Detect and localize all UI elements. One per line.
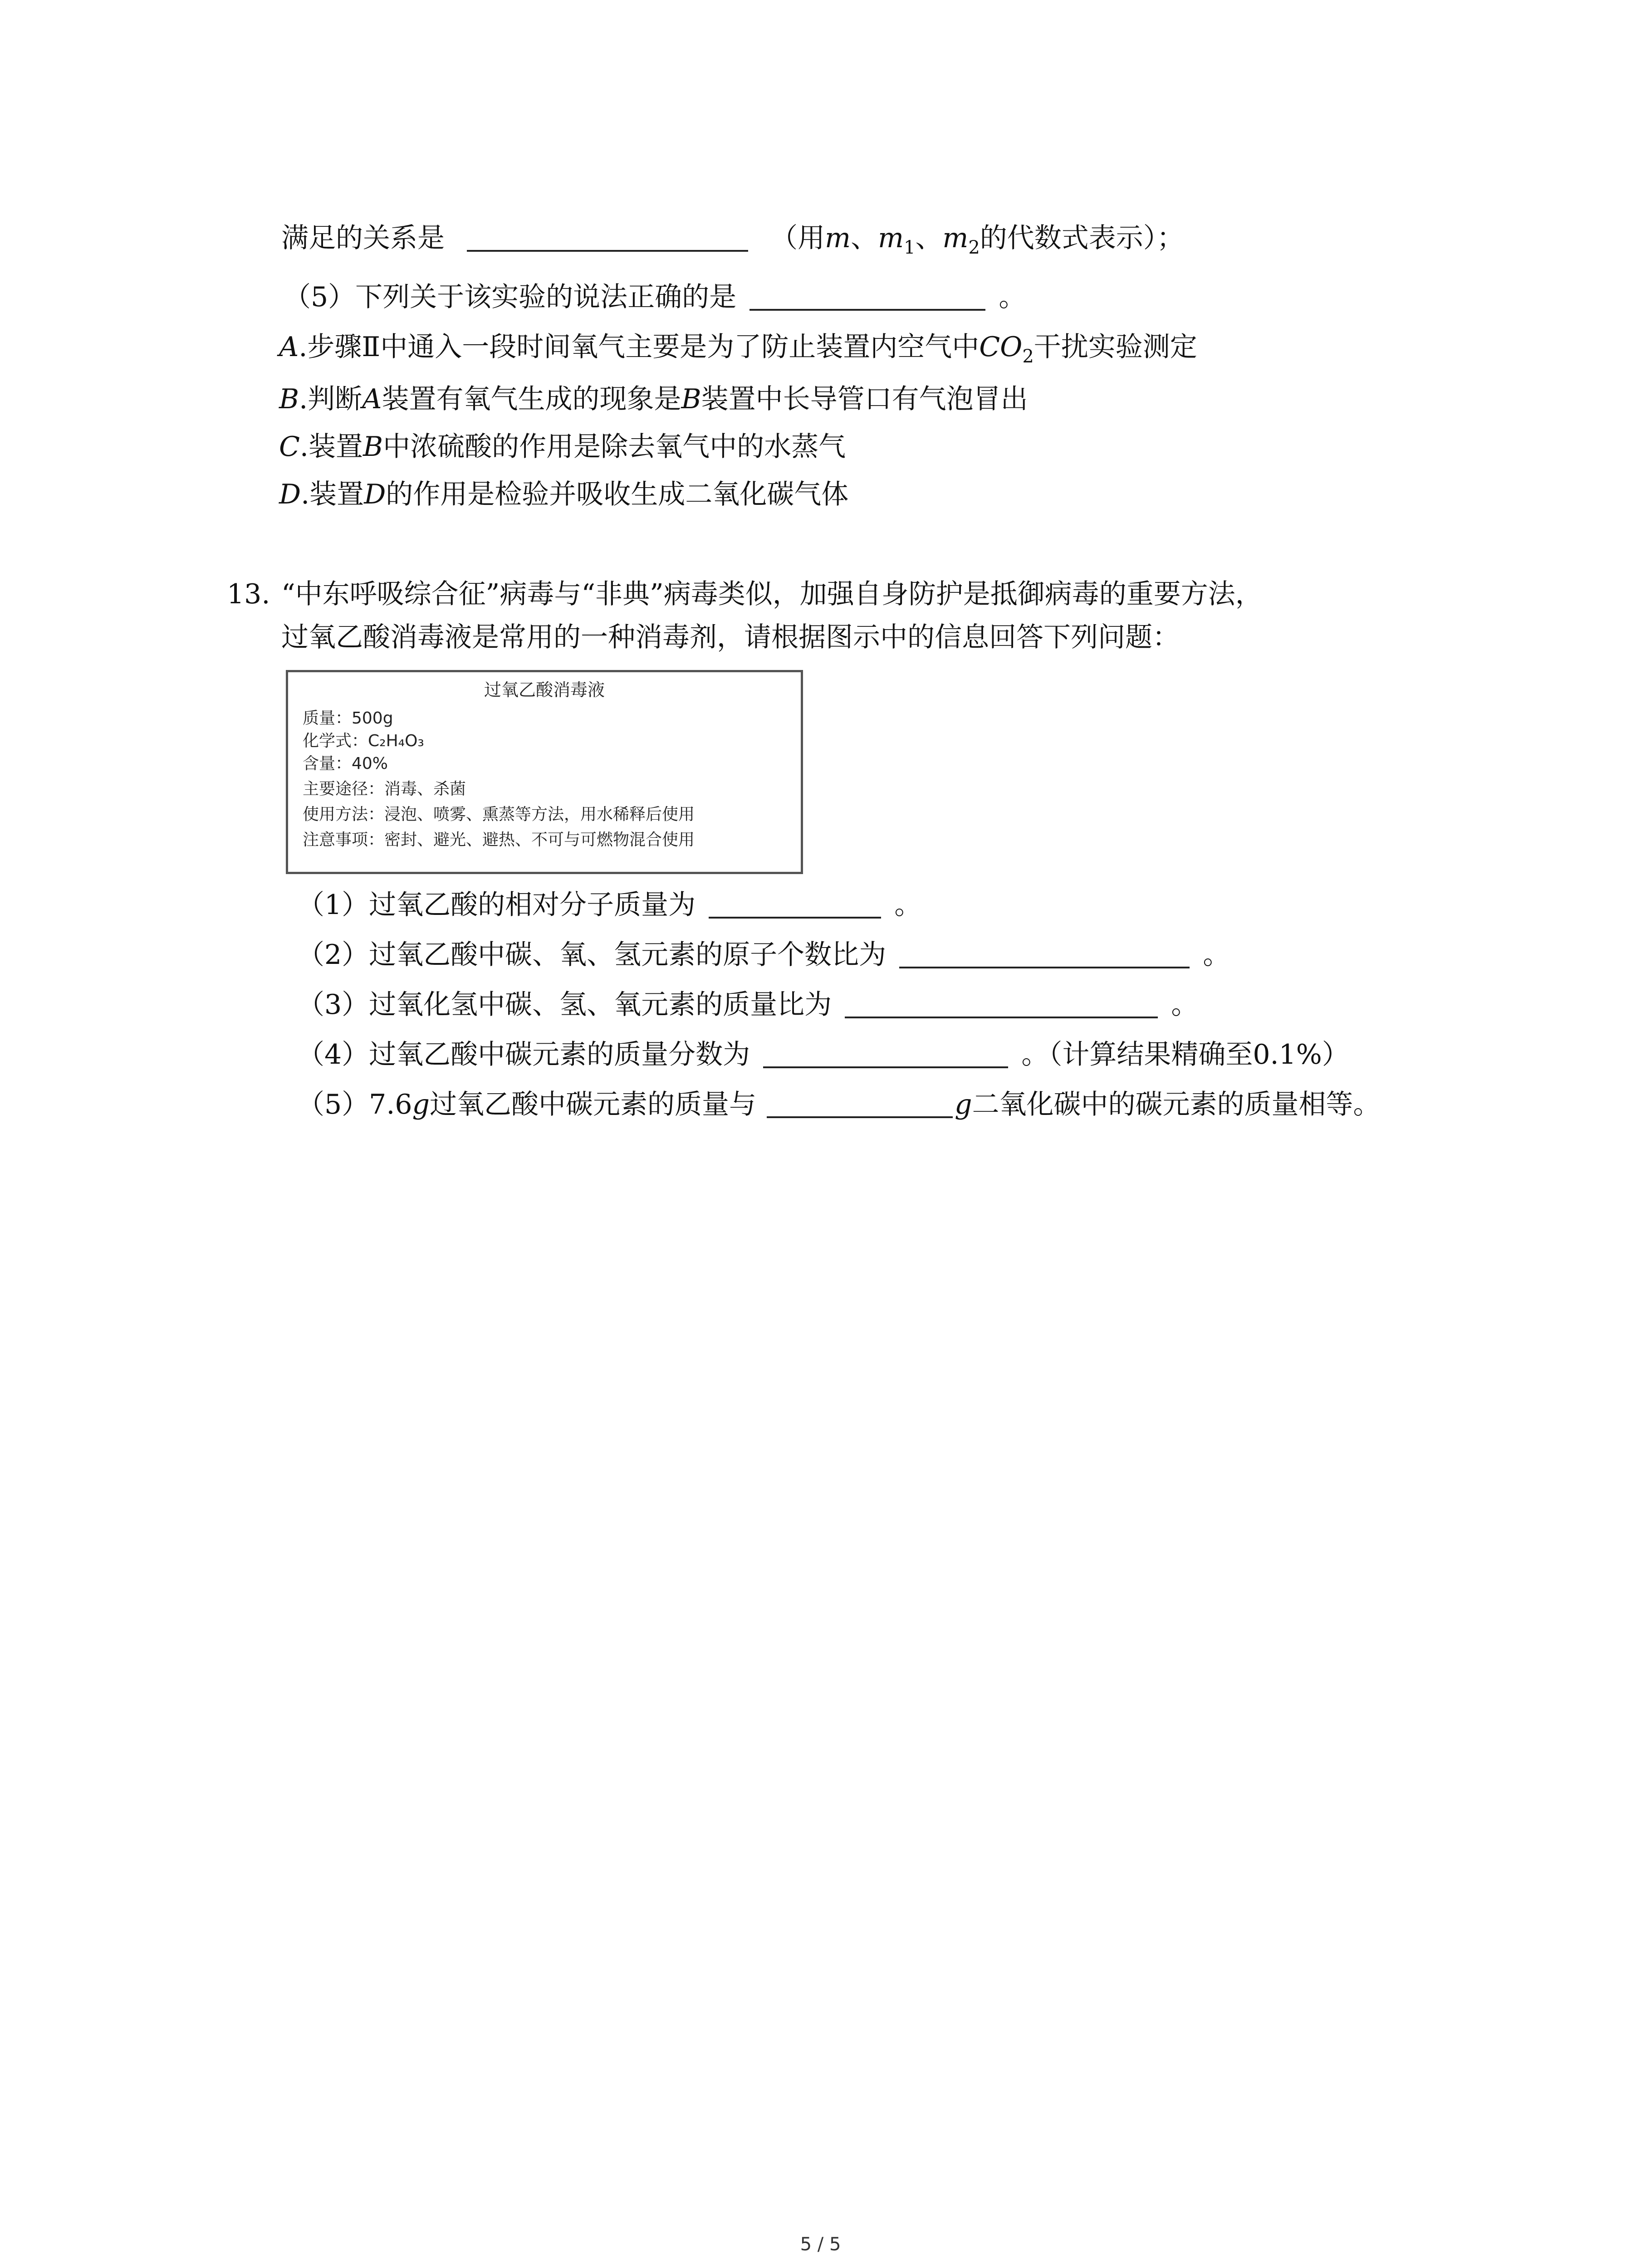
answer-blank-4[interactable] [763, 1043, 1008, 1068]
q13-part3: （3）过氧化氢中碳、氢、氧元素的质量比为 。 [297, 989, 1199, 1021]
product-label-image [286, 670, 803, 874]
q13-stem-line1: 13. “中东呼吸综合征”病毒与“非典”病毒类似，加强自身防护是抵御病毒的重要方法， [227, 578, 1263, 610]
option-b: B.判断A装置有氧气生成的现象是B装置中长导管口有气泡冒出 [279, 383, 1028, 415]
label-method: 使用方法：浸泡、喷雾、熏蒸等方法，用水稀释后使用 [303, 805, 695, 824]
q12-line-relation: 满足的关系是 （用m、$m_1$、$m_2$的代数式表示）； [281, 222, 1184, 258]
page-number: 5 / 5 [800, 2234, 841, 2255]
label-notes: 注意事项：密封、避光、避热、不可与可燃物混合使用 [303, 831, 695, 849]
question-number: 13. [227, 578, 270, 610]
answer-blank-5[interactable] [767, 1093, 953, 1118]
option-d: D.装置D的作用是检验并吸收生成二氧化碳气体 [279, 479, 849, 510]
answer-blank-2[interactable] [899, 943, 1190, 968]
option-c: C.装置B中浓硫酸的作用是除去氧气中的水蒸气 [279, 431, 846, 463]
option-a: A.步骤Ⅱ中通入一段时间氧气主要是为了防止装置内空气中$CO_2$干扰实验测定 [279, 331, 1197, 367]
q13-part5: （5）7.6g过氧乙酸中碳元素的质量与 g二氧化碳中的碳元素的质量相等。 [297, 1089, 1381, 1120]
answer-blank-relation[interactable] [467, 226, 748, 252]
q13-part2: （2）过氧乙酸中碳、氧、氢元素的原子个数比为 。 [297, 939, 1230, 971]
label-content: 含量：40% [303, 754, 388, 773]
label-title: 过氧乙酸消毒液 [484, 680, 605, 700]
answer-blank-part5[interactable] [749, 285, 985, 311]
answer-blank-1[interactable] [709, 893, 881, 919]
label-use: 主要途径：消毒、杀菌 [303, 780, 466, 798]
label-mass: 质量：500g [303, 709, 393, 728]
label-formula: 化学式：C₂H₄O₃ [303, 732, 424, 750]
q13-part4: （4）过氧乙酸中碳元素的质量分数为 。（计算结果精确至0.1%） [297, 1039, 1349, 1070]
q13-stem-line2: 过氧乙酸消毒液是常用的一种消毒剂，请根据图示中的信息回答下列问题： [281, 621, 1180, 653]
q12-part5: （5）下列关于该实验的说法正确的是 。 [284, 281, 1026, 313]
answer-blank-3[interactable] [845, 993, 1158, 1018]
q13-part1: （1）过氧乙酸的相对分子质量为 。 [297, 889, 922, 921]
